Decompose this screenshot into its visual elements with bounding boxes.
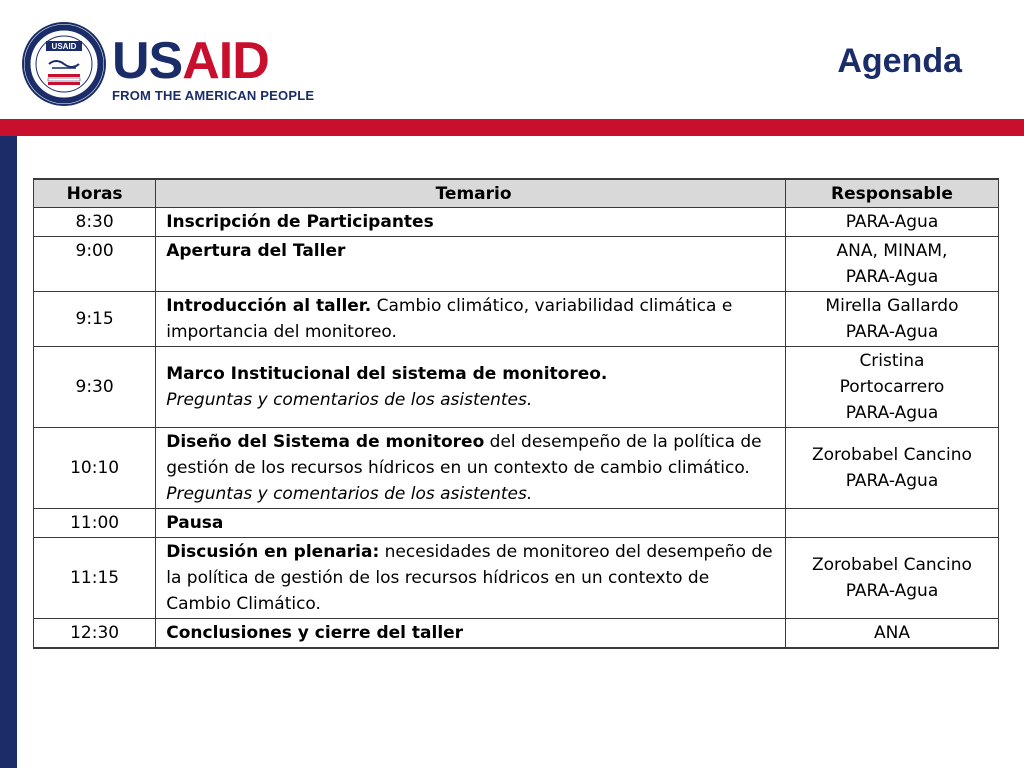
responsible-line: Cristina — [859, 351, 925, 371]
cell-time: 12:30 — [34, 619, 156, 649]
table-row — [34, 292, 999, 347]
cell-time: 8:30 — [34, 208, 156, 237]
topic-bold: Diseño del Sistema de monitoreo — [166, 432, 485, 452]
seal-label: USAID — [51, 42, 77, 51]
topic-italic: Preguntas y comentarios de los asistentes. — [166, 484, 533, 504]
table-row — [34, 619, 999, 649]
cell-topic — [156, 237, 786, 292]
topic-bold: Introducción al taller. — [166, 296, 372, 316]
cell-responsible — [785, 292, 998, 347]
responsible-line: Zorobabel Cancino — [811, 555, 972, 575]
cell-responsible — [785, 237, 998, 292]
usaid-tagline: FROM THE AMERICAN PEOPLE — [112, 88, 315, 103]
table-row — [34, 428, 999, 509]
cell-responsible — [785, 538, 998, 619]
cell-topic — [156, 619, 786, 649]
page-title: Agenda — [837, 42, 962, 80]
header-temario: Temario — [156, 179, 786, 208]
usaid-wordmark — [112, 32, 315, 103]
table-row — [34, 237, 999, 292]
cell-time: 10:10 — [34, 428, 156, 509]
responsible-line: Zorobabel Cancino — [811, 445, 972, 465]
cell-topic — [156, 347, 786, 428]
cell-topic — [156, 428, 786, 509]
topic-bold: Inscripción de Participantes — [166, 212, 434, 232]
topic-text: Cambio climático, variabilidad climática e importancia del monitoreo. — [166, 296, 733, 342]
usaid-logo-text — [112, 32, 312, 90]
table-row — [34, 538, 999, 619]
cell-time: 9:30 — [34, 347, 156, 428]
header-responsable: Responsable — [785, 179, 998, 208]
cell-responsible — [785, 347, 998, 428]
responsible-line: ANA, MINAM, — [836, 241, 948, 261]
usaid-seal-logo — [22, 22, 106, 106]
topic-bold: Conclusiones y cierre del taller — [166, 623, 464, 643]
responsible-line: PARA-Agua — [845, 403, 939, 423]
cell-time: 9:00 — [34, 237, 156, 292]
cell-responsible — [785, 208, 998, 237]
cell-time: 11:00 — [34, 509, 156, 538]
cell-topic — [156, 509, 786, 538]
cell-topic — [156, 292, 786, 347]
header-horas: Horas — [34, 179, 156, 208]
table-row — [34, 509, 999, 538]
topic-bold: Pausa — [166, 513, 224, 533]
responsible-line: Mirella Gallardo — [825, 296, 959, 316]
cell-responsible — [785, 509, 998, 538]
cell-responsible — [785, 428, 998, 509]
responsible-line: PARA-Agua — [845, 267, 939, 287]
brand-us: US — [112, 32, 183, 90]
topic-bold: Discusión en plenaria: — [166, 542, 380, 562]
responsible-line: ANA — [873, 623, 910, 643]
cell-topic — [156, 208, 786, 237]
cell-time: 11:15 — [34, 538, 156, 619]
responsible-line: Portocarrero — [839, 377, 945, 397]
cell-time: 9:15 — [34, 292, 156, 347]
brand-aid: AID — [182, 32, 269, 90]
topic-bold: Apertura del Taller — [166, 241, 346, 261]
responsible-line: PARA-Agua — [845, 581, 939, 601]
responsible-line: PARA-Agua — [845, 471, 939, 491]
left-navy-bar — [0, 136, 17, 768]
cell-responsible — [785, 619, 998, 649]
topic-text: del desempeño de la política de gestión de los recursos hídricos en un contexto de cambio climático. — [166, 432, 762, 478]
header-red-bar — [0, 119, 1024, 136]
responsible-line: PARA-Agua — [845, 212, 939, 232]
table-header-row — [34, 179, 999, 208]
topic-italic: Preguntas y comentarios de los asistentes. — [166, 390, 533, 410]
cell-topic — [156, 538, 786, 619]
topic-bold: Marco Institucional del sistema de monitoreo. — [166, 364, 608, 384]
agenda-table — [33, 178, 999, 649]
table-row — [34, 347, 999, 428]
topic-text: necesidades de monitoreo del desempeño de la política de gestión de los recursos hídricos en un contexto de Cambio Climático. — [166, 542, 773, 614]
table-row — [34, 208, 999, 237]
responsible-line: PARA-Agua — [845, 322, 939, 342]
